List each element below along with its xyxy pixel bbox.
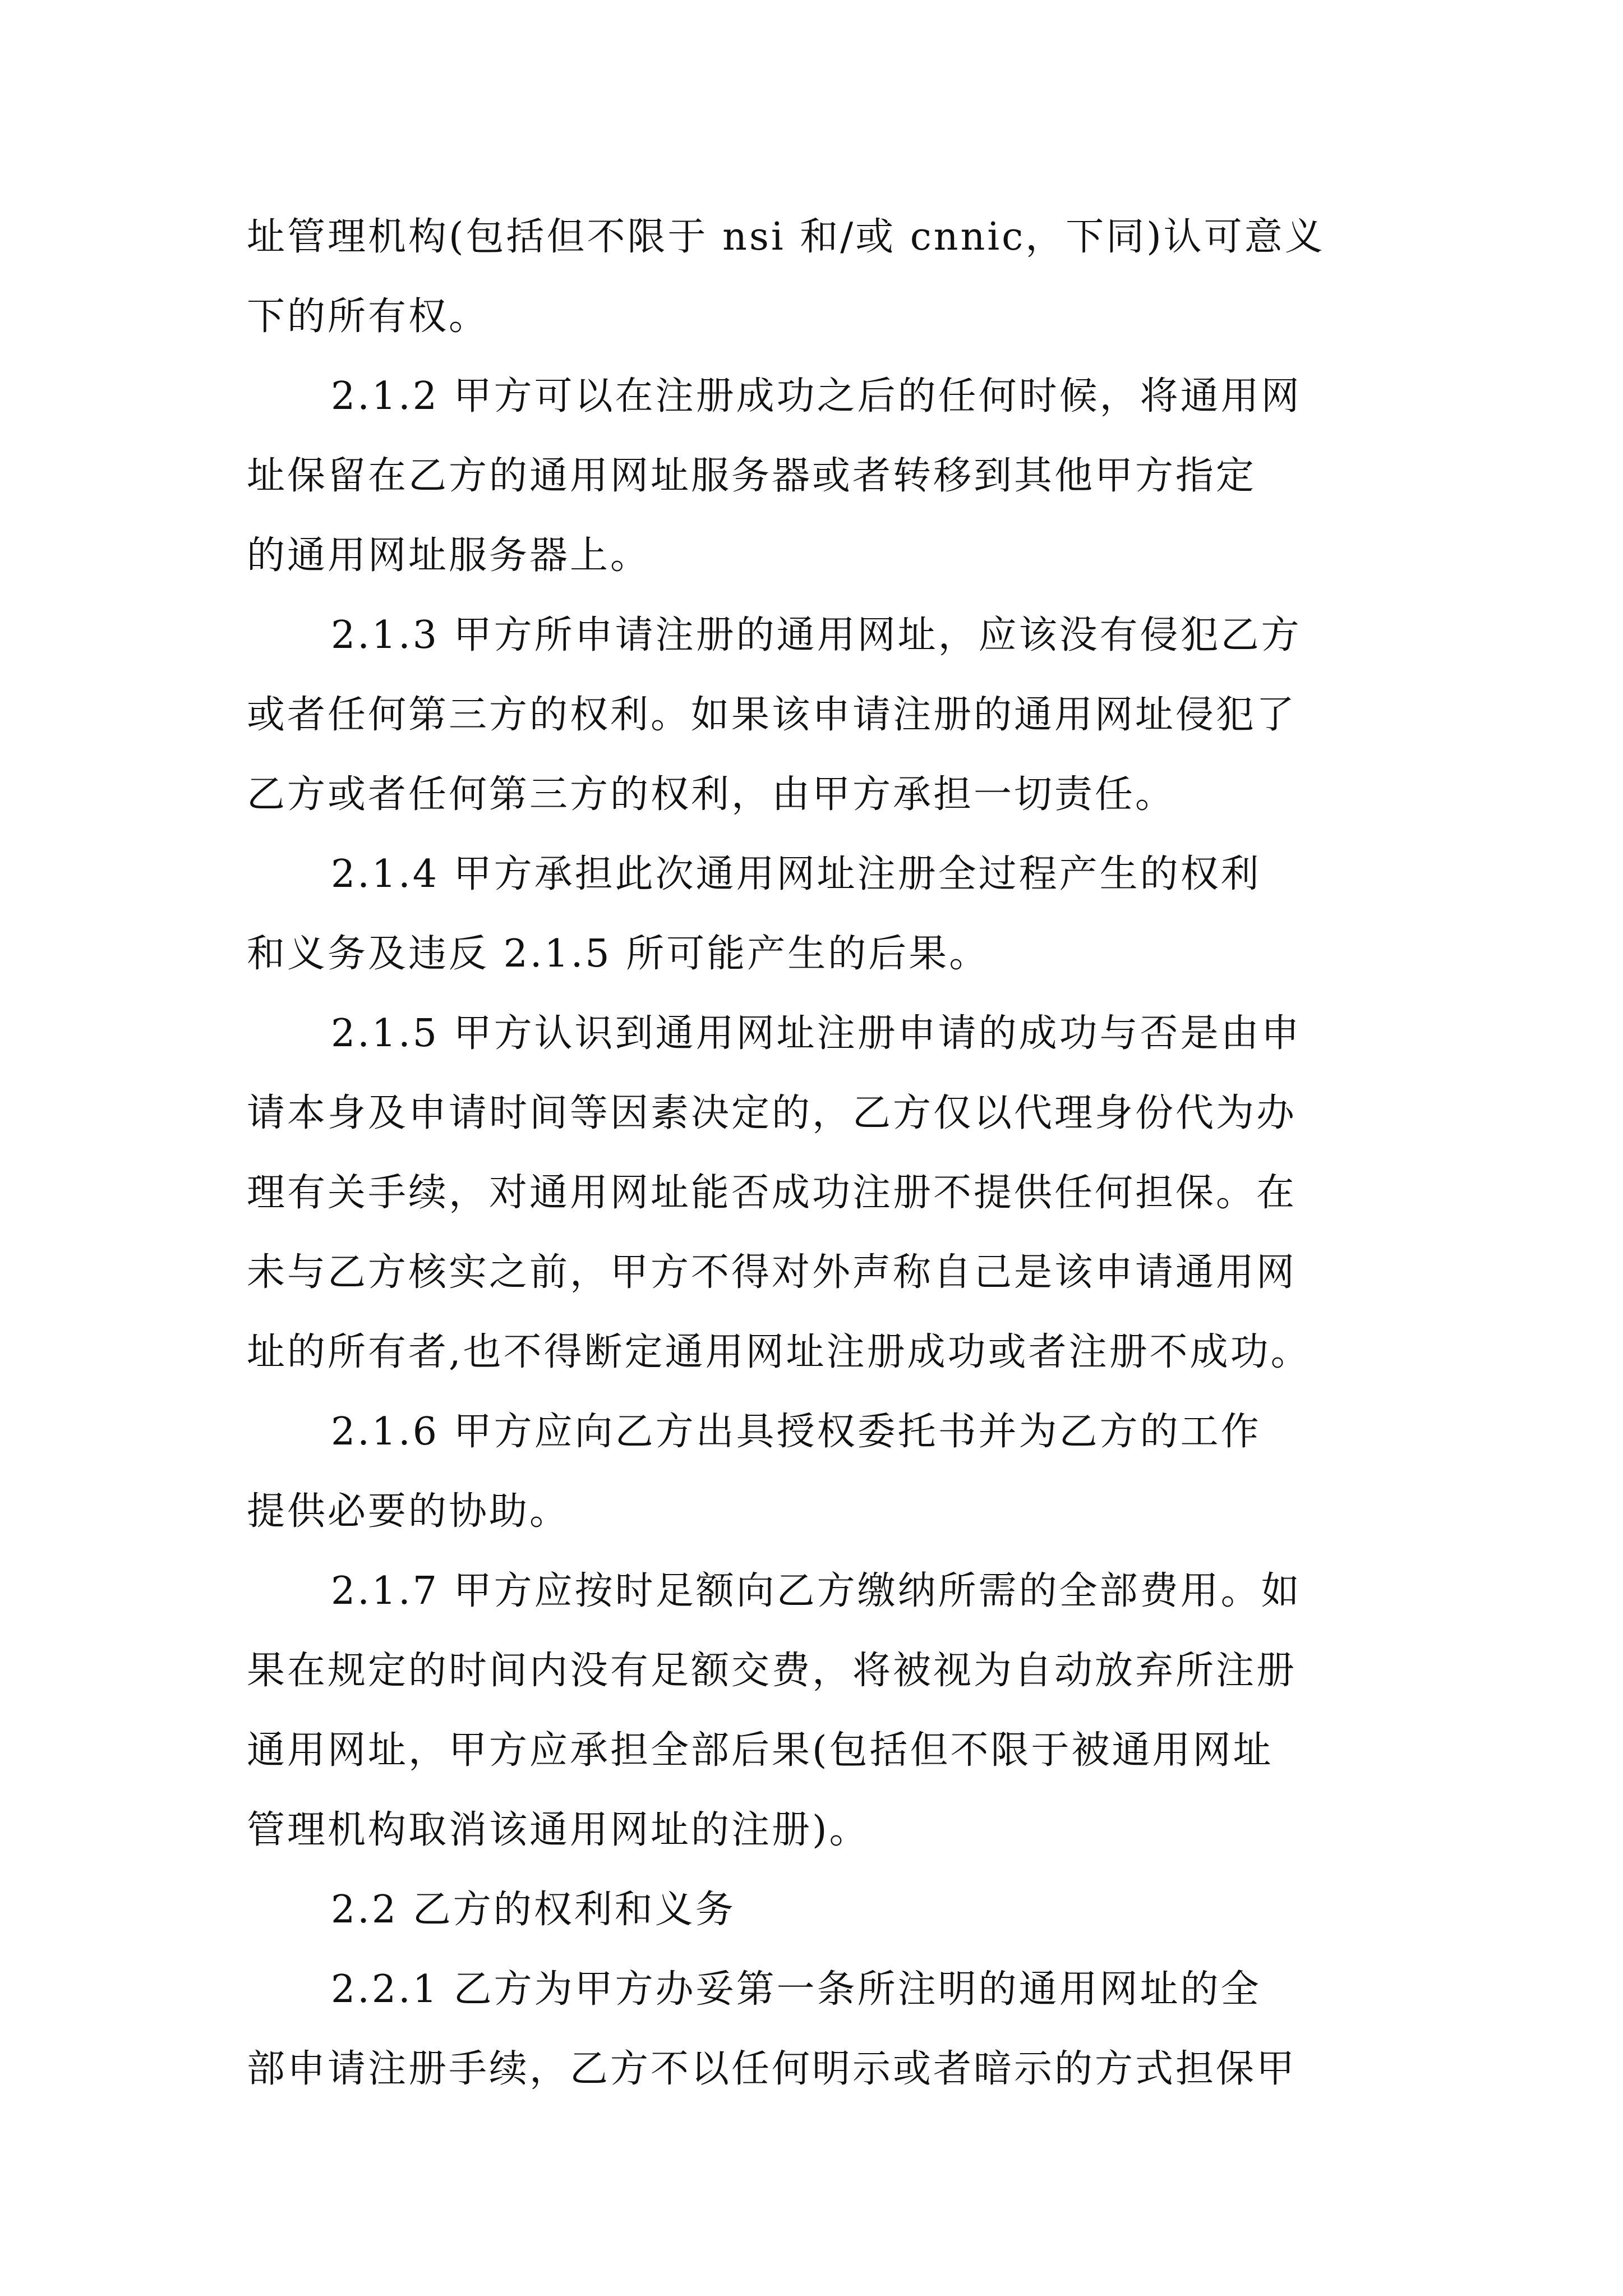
text-line: 或者任何第三方的权利。如果该申请注册的通用网址侵犯了 [247, 693, 1297, 737]
text-line: 未与乙方核实之前，甲方不得对外声称自己是该申请通用网 [247, 1250, 1297, 1295]
text-line: 果在规定的时间内没有足额交费，将被视为自动放弃所注册 [247, 1649, 1297, 1693]
text-line: 请本身及申请时间等因素决定的，乙方仅以代理身份代为办 [247, 1091, 1297, 1135]
clause-2-1-6: 2.1.6 甲方应向乙方出具授权委托书并为乙方的工作 [331, 1410, 1261, 1454]
clause-2-1-4: 2.1.4 甲方承担此次通用网址注册全过程产生的权利 [331, 852, 1261, 896]
text-line: 管理机构取消该通用网址的注册)。 [247, 1808, 870, 1852]
text-line: 址的所有者,也不得断定通用网址注册成功或者注册不成功。 [247, 1330, 1311, 1374]
text-line: 部申请注册手续，乙方不以任何明示或者暗示的方式担保甲 [247, 2047, 1297, 2091]
text-line: 理有关手续，对通用网址能否成功注册不提供任何担保。在 [247, 1171, 1297, 1215]
clause-2-1-5: 2.1.5 甲方认识到通用网址注册申请的成功与否是由申 [331, 1011, 1302, 1056]
text-line: 下的所有权。 [247, 295, 490, 339]
clause-2-1-7: 2.1.7 甲方应按时足额向乙方缴纳所需的全部费用。如 [331, 1569, 1302, 1613]
text-line: 和义务及违反 2.1.5 所可能产生的后果。 [247, 932, 990, 976]
clause-2-2-1: 2.2.1 乙方为甲方办妥第一条所注明的通用网址的全 [331, 1967, 1261, 2012]
section-heading-2-2: 2.2 乙方的权利和义务 [331, 1888, 736, 1932]
clause-2-1-3: 2.1.3 甲方所申请注册的通用网址，应该没有侵犯乙方 [331, 613, 1302, 657]
text-line: 提供必要的协助。 [247, 1489, 570, 1534]
text-line: 的通用网址服务器上。 [247, 533, 651, 578]
text-line: 乙方或者任何第三方的权利，由甲方承担一切责任。 [247, 772, 1176, 817]
document-body [247, 197, 1385, 2109]
clause-2-1-2: 2.1.2 甲方可以在注册成功之后的任何时候，将通用网 [331, 374, 1302, 418]
text-line: 址管理机构(包括但不限于 nsi 和/或 cnnic，下同)认可意义 [247, 215, 1325, 259]
text-line: 址保留在乙方的通用网址服务器或者转移到其他甲方指定 [247, 454, 1257, 498]
text-line: 通用网址，甲方应承担全部后果(包括但不限于被通用网址 [247, 1728, 1274, 1773]
